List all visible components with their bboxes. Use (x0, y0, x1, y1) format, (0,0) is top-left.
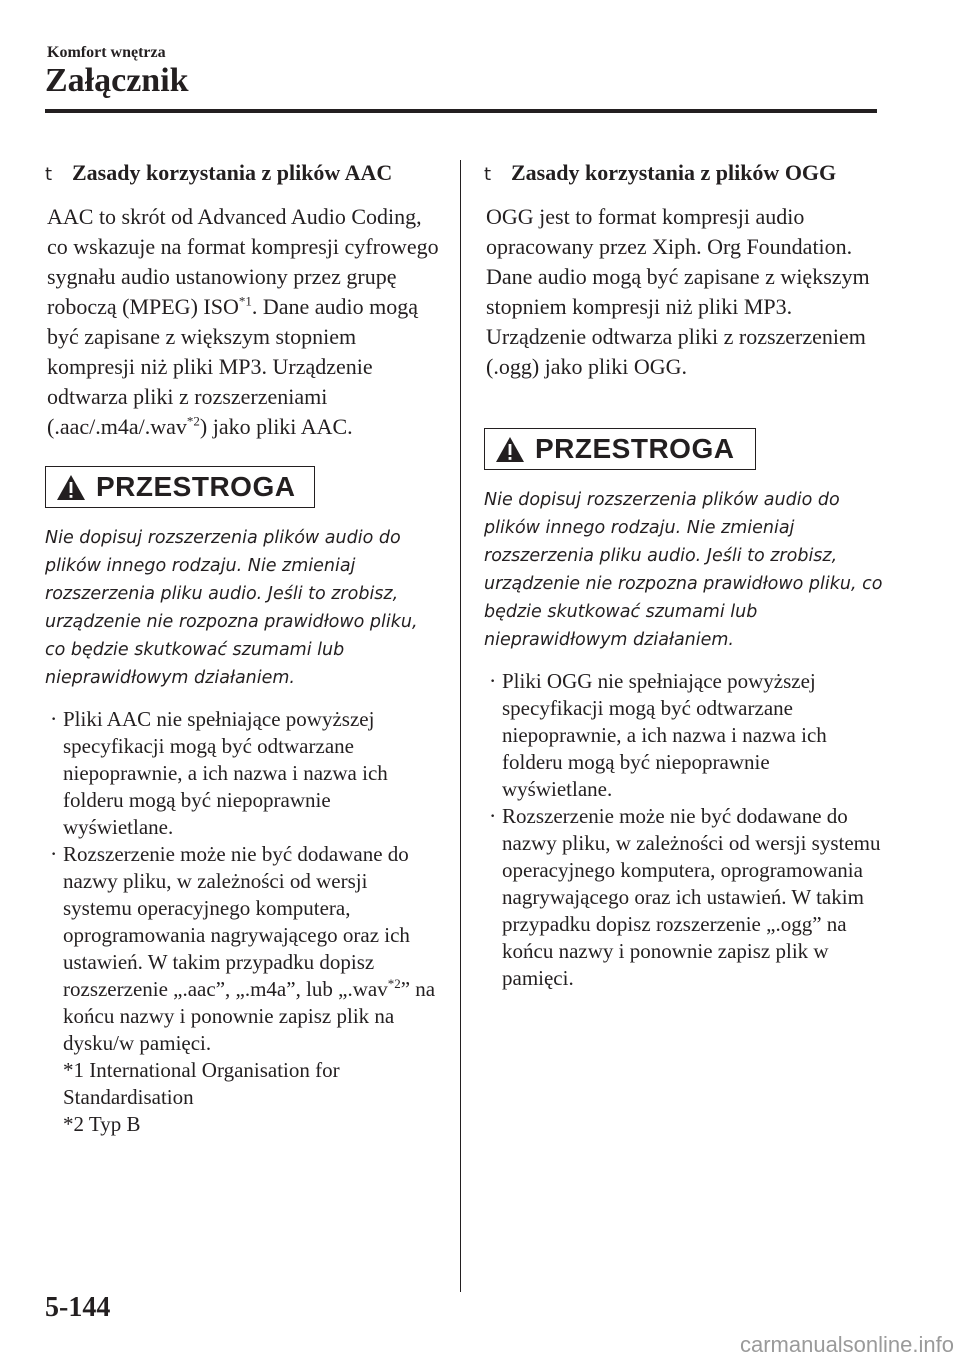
section-label: Komfort wnętrza (47, 44, 166, 61)
list-item (45, 841, 440, 1057)
ogg-description: OGG jest to format kompresji audio opracowany przez Xiph. Org Foundation. Dane audio mogą być zapisane z większym stopniem kompresji niż pliki MP3. (486, 204, 870, 319)
ogg-column (484, 160, 884, 992)
ogg-heading (484, 160, 884, 186)
aac-description (47, 202, 440, 442)
section-marker-icon: t (45, 164, 53, 185)
warning-triangle-icon (56, 474, 86, 501)
column-divider (460, 160, 461, 1292)
footnote-ref: *1 (238, 293, 252, 309)
aac-heading-text: Zasady korzystania z plików AAC (72, 160, 393, 185)
caution-text: Nie dopisuj rozszerzenia plików audio do plików innego rodzaju. Nie zmieniaj rozszerzenia pliku audio. Jeśli to zrobisz, urządzenie nie rozpozna prawidłowo pliku, co będzie skutkować szumami lub nieprawidłowym działaniem. (484, 490, 883, 650)
caution-label: PRZESTROGA (535, 433, 735, 464)
ogg-bullet-list (484, 668, 884, 992)
caution-box (45, 466, 315, 508)
warning-triangle-icon (495, 436, 525, 463)
list-item: · Pliki OGG nie spełniające powyższej specyfikacji mogą być odtwarzane niepoprawnie, a ich nazwa i nazwa ich folderu mogą być niepoprawnie wyświetlane. (484, 668, 884, 803)
caution-label: PRZESTROGA (96, 471, 296, 502)
footnote-ref: *2 (387, 976, 401, 991)
ogg-description-2: Urządzenie odtwarza pliki z rozszerzeniem (.ogg) jako pliki OGG. (486, 324, 866, 379)
page-number: 5-144 (45, 1292, 111, 1323)
caution-box (484, 428, 756, 470)
aac-bullet-list (45, 706, 440, 1057)
section-marker-icon: t (484, 164, 492, 185)
header-rule (45, 109, 877, 113)
watermark: carmanualsonline.info (739, 1332, 954, 1357)
aac-description-part: AAC to skrót od Advanced Audio Coding, co wskazuje na format kompresji cyfrowego sygnału audio ustanowiony przez grupę roboczą (MPEG) ISO (47, 204, 439, 319)
aac-column (45, 160, 440, 1138)
footnotes (45, 1057, 440, 1138)
footnote: *2 Typ B (63, 1112, 141, 1136)
ogg-heading-text: Zasady korzystania z plików OGG (511, 160, 837, 185)
aac-description-part: . Dane audio mogą być zapisane z większym stopniem kompresji niż pliki MP3. Urządzenie odtwarza pliki z rozszerzeniami (.aac/.m4a/.wav (47, 294, 419, 439)
footnote-ref: *2 (186, 413, 200, 429)
list-item-part: ” na końcu nazwy i ponownie zapisz plik na dysku/w pamięci. (63, 977, 436, 1055)
list-item: · Rozszerzenie może nie być dodawane do nazwy pliku, w zależności od wersji systemu operacyjnego komputera, oprogramowania nagrywającego oraz ich ustawień. W takim przypadku dopisz rozszerzenie „.ogg” na końcu nazwy i ponownie zapisz plik w pamięci. (484, 803, 884, 992)
list-item: · Pliki AAC nie spełniające powyższej specyfikacji mogą być odtwarzane niepoprawnie, a ich nazwa i nazwa ich folderu mogą być niepoprawnie wyświetlane. (45, 706, 440, 841)
page-title: Załącznik (45, 62, 189, 99)
list-item-part: Rozszerzenie może nie być dodawane do nazwy pliku, w zależności od wersji systemu operacyjnego komputera, oprogramowania nagrywającego oraz ich ustawień. W takim przypadku dopisz rozszerzenie „.aac”, „.m4a”, lub „.wav (63, 842, 410, 1001)
caution-text: Nie dopisuj rozszerzenia plików audio do plików innego rodzaju. Nie zmieniaj rozszerzenia pliku audio. Jeśli to zrobisz, urządzenie nie rozpozna prawidłowo pliku, co będzie skutkować szumami lub nieprawidłowym działaniem. (45, 528, 418, 688)
aac-heading (45, 160, 440, 186)
footnote: *1 International Organisation for Standardisation (63, 1058, 340, 1109)
aac-description-part: ) jako pliki AAC. (199, 414, 353, 439)
